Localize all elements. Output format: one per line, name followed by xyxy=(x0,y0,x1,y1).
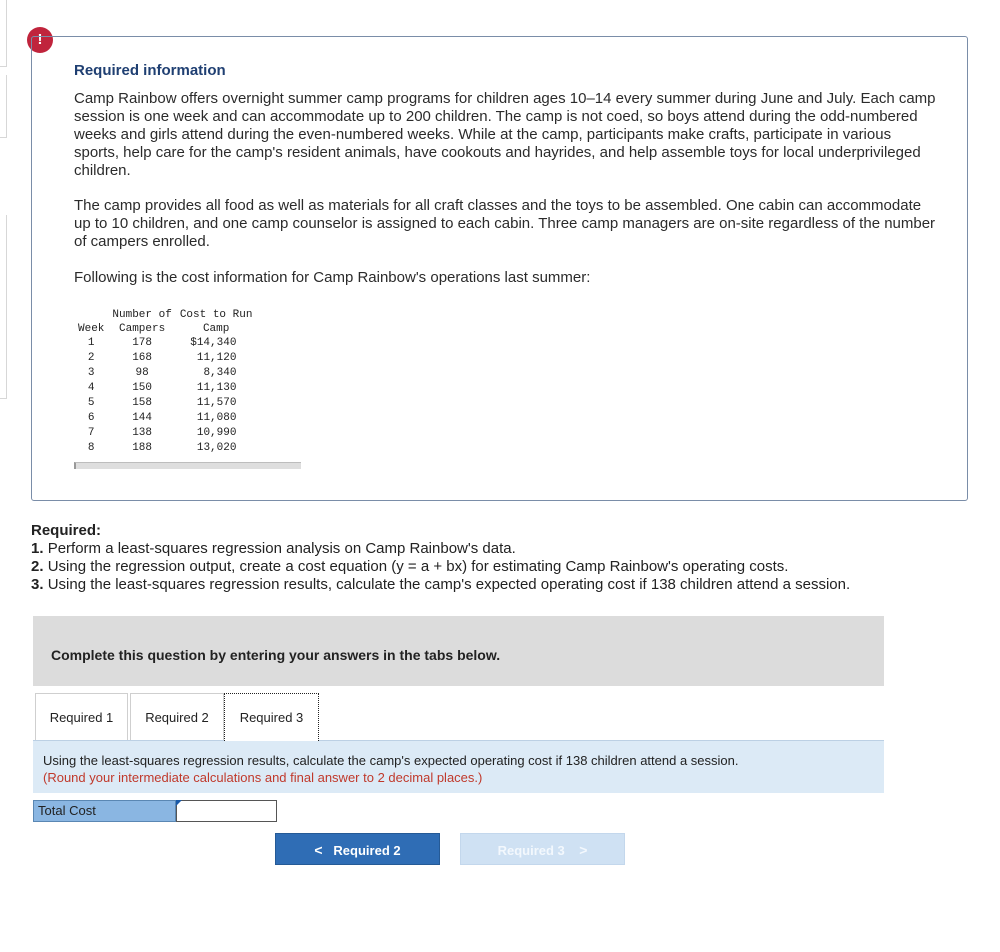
cell-cost: 11,120 xyxy=(196,352,237,364)
required-item-1 xyxy=(31,540,850,558)
required-item-number: 2. xyxy=(31,558,44,575)
cell-cost: 13,020 xyxy=(196,442,237,454)
table-row xyxy=(74,351,256,366)
required-information-box xyxy=(31,36,968,501)
info-paragraph-3: Following is the cost information for Camp Rainbow's operations last summer: xyxy=(74,269,591,286)
cell-week: 8 xyxy=(87,442,95,454)
cell-campers: 168 xyxy=(132,352,153,364)
alert-icon: ! xyxy=(27,27,53,53)
cell-cost: 11,080 xyxy=(196,412,237,424)
header-campers-line2: Campers xyxy=(119,323,166,335)
required-section xyxy=(31,522,850,594)
cell-week: 3 xyxy=(87,367,95,379)
header-campers-line1: Number of xyxy=(112,309,172,321)
tab-required-2[interactable]: Required 2 xyxy=(130,693,224,740)
header-campers xyxy=(108,308,175,336)
cell-campers: 188 xyxy=(132,442,153,454)
cell-week: 5 xyxy=(87,397,95,409)
cell-week: 4 xyxy=(87,382,95,394)
total-cost-input[interactable] xyxy=(176,800,277,822)
input-corner-marker xyxy=(176,800,182,806)
cell-cost: 8,340 xyxy=(203,367,237,379)
previous-required-2-button[interactable] xyxy=(275,833,440,865)
total-cost-label: Total Cost xyxy=(33,800,176,822)
table-scrollbar xyxy=(74,462,301,469)
table-row xyxy=(74,366,256,381)
required-item-number: 3. xyxy=(31,576,44,593)
required-item-number: 1. xyxy=(31,540,44,557)
table-row xyxy=(74,381,256,396)
required-item-2 xyxy=(31,558,850,576)
cell-week: 1 xyxy=(87,337,95,349)
tab-required-3[interactable]: Required 3 xyxy=(224,693,319,741)
table-row xyxy=(74,441,256,456)
cell-week: 2 xyxy=(87,352,95,364)
table-row xyxy=(74,396,256,411)
cell-campers: 178 xyxy=(132,337,153,349)
required-title: Required: xyxy=(31,522,102,539)
cell-campers: 150 xyxy=(132,382,153,394)
tab-required-1[interactable]: Required 1 xyxy=(35,693,128,740)
question-panel xyxy=(33,740,884,793)
cell-campers: 98 xyxy=(135,367,149,379)
left-edge-fragment xyxy=(0,215,7,399)
chevron-left-icon: < xyxy=(314,842,323,858)
next-required-3-button[interactable] xyxy=(460,833,625,865)
info-paragraph-1: Camp Rainbow offers overnight summer camp programs for children ages 10–14 every summer during June and July. Each camp session is one week and can accommodate up to 200 children. The camp is not coed, so boys attend during the odd-numbered weeks and girls attend during the even-numbered weeks. While at the camp, participants make crafts, participate in various sports, help care for the camp's resident animals, have cookouts and hayrides, and help assemble toys for local underprivileged children. xyxy=(74,90,936,179)
cell-week: 7 xyxy=(87,427,95,439)
question-text: Using the least-squares regression results, calculate the camp's expected operating cost if 138 children attend a session. xyxy=(43,753,739,768)
header-cost-line1: Cost to Run xyxy=(179,309,253,321)
cell-cost: 10,990 xyxy=(196,427,237,439)
header-week: Week xyxy=(78,323,105,335)
required-item-text: Perform a least-squares regression analysis on Camp Rainbow's data. xyxy=(47,540,516,557)
info-title: Required information xyxy=(74,62,226,79)
cell-cost: $14,340 xyxy=(190,337,237,349)
required-item-text: Using the regression output, create a cost equation (y = a + bx) for estimating Camp Rainbow's operating costs. xyxy=(47,558,789,575)
complete-instruction-text: Complete this question by entering your answers in the tabs below. xyxy=(51,647,501,663)
table-row xyxy=(74,426,256,441)
rounding-hint: (Round your intermediate calculations and final answer to 2 decimal places.) xyxy=(43,770,483,785)
left-edge-fragment xyxy=(0,0,7,67)
info-paragraph-2: The camp provides all food as well as materials for all craft classes and the toys to be assembled. One cabin can accommodate up to 10 children, and one camp counselor is assigned to each cabin. Three camp managers are on-site regardless of the number of campers enrolled. xyxy=(74,197,936,250)
cell-campers: 158 xyxy=(132,397,153,409)
cell-cost: 11,130 xyxy=(196,382,237,394)
required-item-3 xyxy=(31,576,850,594)
header-cost xyxy=(176,308,257,336)
chevron-right-icon: > xyxy=(579,842,588,858)
cost-table xyxy=(74,308,301,469)
complete-instruction-bar xyxy=(33,616,884,686)
cell-campers: 138 xyxy=(132,427,153,439)
required-item-text: Using the least-squares regression results, calculate the camp's expected operating cost if 138 children attend a session. xyxy=(47,576,851,593)
table-row xyxy=(74,411,256,426)
cell-campers: 144 xyxy=(132,412,153,424)
left-edge-fragment xyxy=(0,75,7,138)
cell-cost: 11,570 xyxy=(196,397,237,409)
next-button-label: Required 3 xyxy=(497,843,565,858)
previous-button-label: Required 2 xyxy=(333,843,401,858)
cell-week: 6 xyxy=(87,412,95,424)
header-cost-line2: Camp xyxy=(202,323,230,335)
table-row xyxy=(74,336,256,351)
